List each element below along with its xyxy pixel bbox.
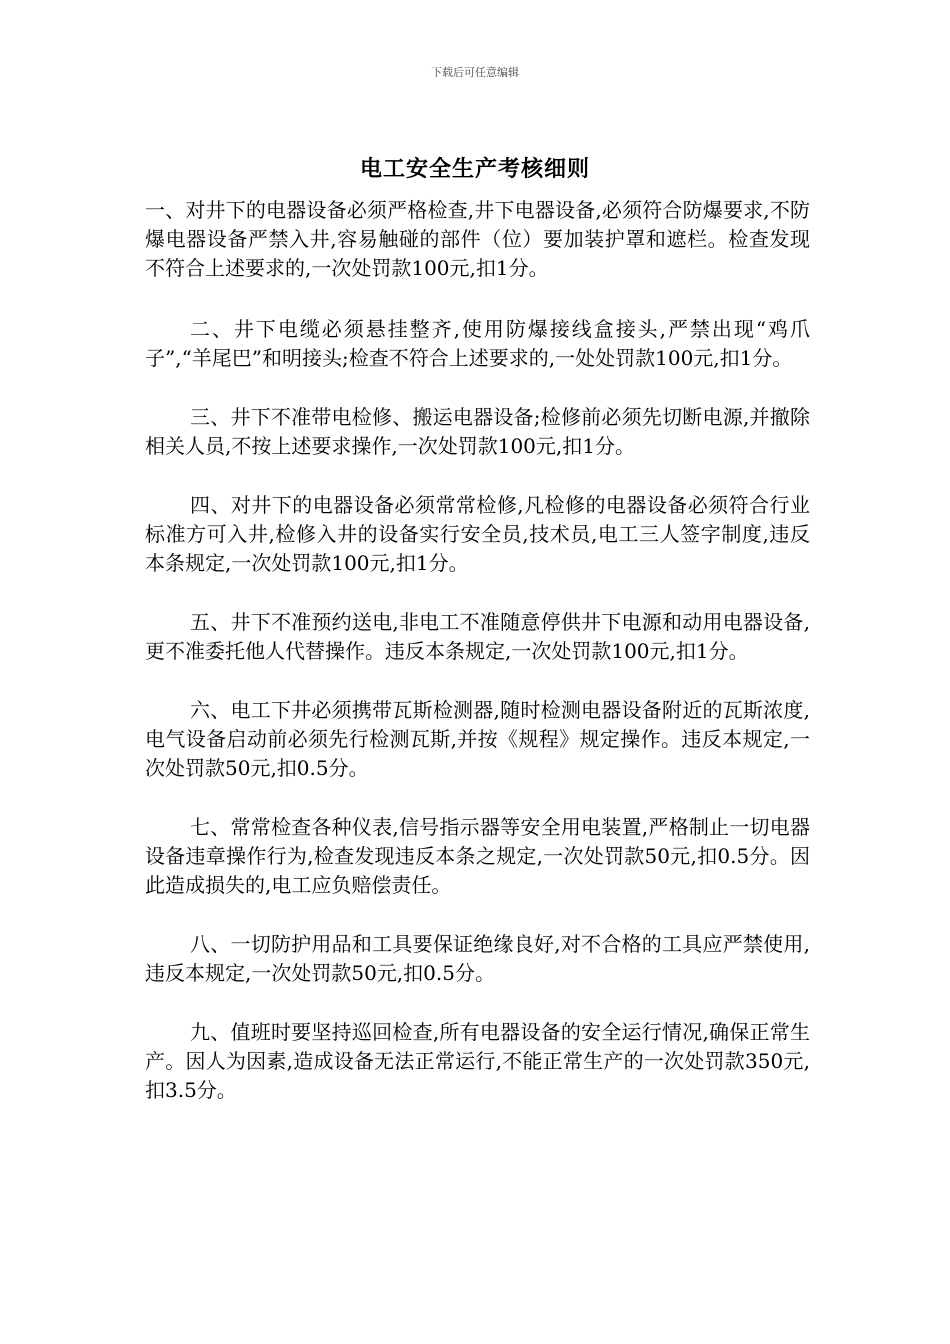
rule-paragraph-5: 五、井下不准预约送电,非电工不准随意停供井下电源和动用电器设备,更不准委托他人代替操作。违反本条规定,一次处罚款100元,扣1分。	[145, 610, 810, 663]
document-body	[145, 196, 810, 1135]
rule-paragraph-1: 一、对井下的电器设备必须严格检查,井下电器设备,必须符合防爆要求,不防爆电器设备严禁入井,容易触碰的部件（位）要加装护罩和遮栏。检查发现不符合上述要求的,一次处罚款100元,扣1分。	[145, 198, 810, 280]
rule-paragraph-2: 二、井下电缆必须悬挂整齐,使用防爆接线盒接头,严禁出现“鸡爪子”,“羊尾巴”和明接头;检查不符合上述要求的,一处处罚款100元,扣1分。	[145, 317, 810, 370]
rule-paragraph-7: 七、常常检查各种仪表,信号指示器等安全用电装置,严格制止一切电器设备违章操作行为,检查发现违反本条之规定,一次处罚款50元,扣0.5分。因此造成损失的,电工应负赔偿责任。	[145, 815, 810, 897]
document-title: 电工安全生产考核细则	[359, 156, 590, 182]
rule-paragraph-6: 六、电工下井必须携带瓦斯检测器,随时检测电器设备附近的瓦斯浓度,电气设备启动前必须先行检测瓦斯,并按《规程》规定操作。违反本规定,一次处罚款50元,扣0.5分。	[145, 698, 810, 780]
rule-paragraph-9: 九、值班时要坚持巡回检查,所有电器设备的安全运行情况,确保正常生产。因人为因素,造成设备无法正常运行,不能正常生产的一次处罚款350元,扣3.5分。	[145, 1020, 810, 1102]
rule-paragraph-4: 四、对井下的电器设备必须常常检修,凡检修的电器设备必须符合行业标准方可入井,检修入井的设备实行安全员,技术员,电工三人签字制度,违反本条规定,一次处罚款100元,扣1分。	[145, 493, 810, 575]
header-note: 下载后可任意编辑	[431, 66, 519, 79]
rule-paragraph-3: 三、井下不准带电检修、搬运电器设备;检修前必须先切断电源,并撤除相关人员,不按上述要求操作,一次处罚款100元,扣1分。	[145, 405, 810, 458]
rule-paragraph-8: 八、一切防护用品和工具要保证绝缘良好,对不合格的工具应严禁使用,违反本规定,一次处罚款50元,扣0.5分。	[145, 932, 810, 985]
